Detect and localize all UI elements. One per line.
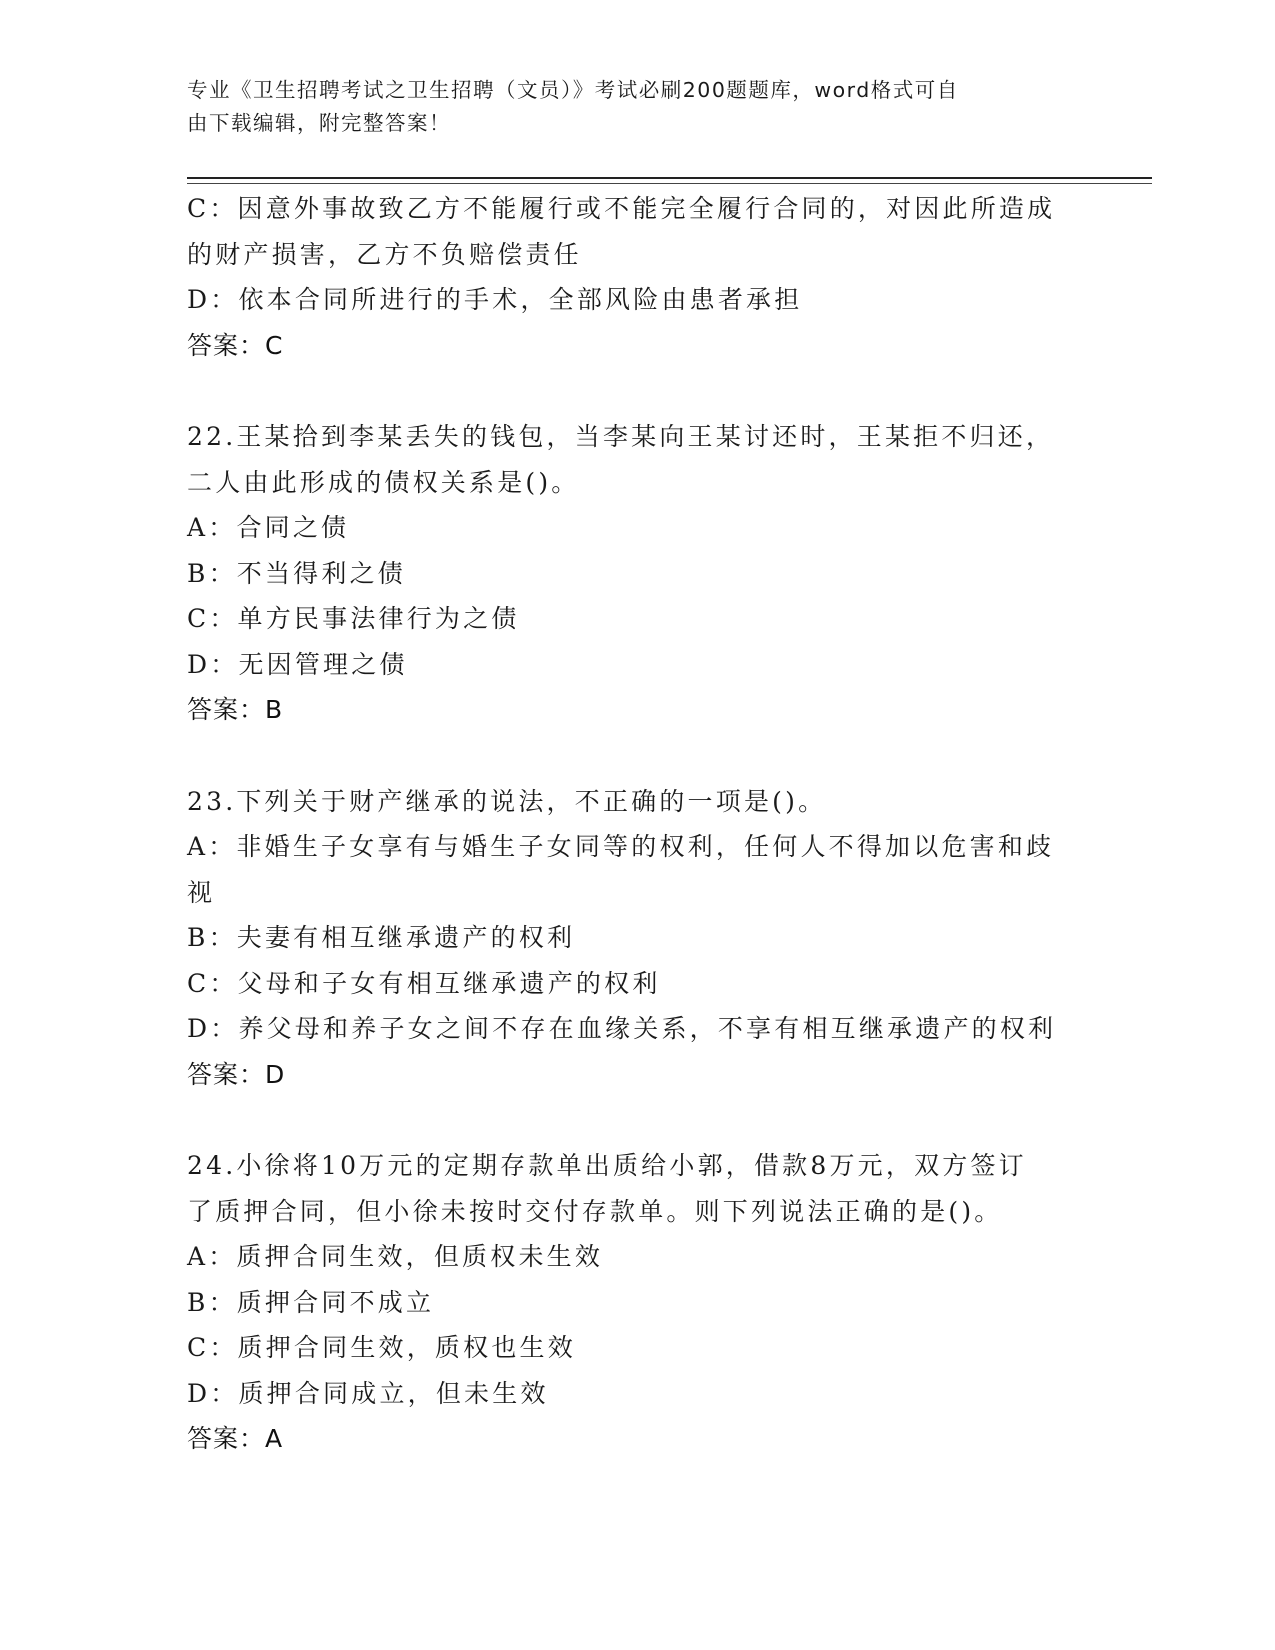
option-c: C：因意外事故致乙方不能履行或不能完全履行合同的，对因此所造成: [187, 194, 1056, 223]
option-d: D：依本合同所进行的手术，全部风险由患者承担: [187, 285, 803, 314]
header-line-2: 由下载编辑，附完整答案！: [187, 111, 451, 135]
question-stem-continued: 了质押合同，但小徐未按时交付存款单。则下列说法正确的是()。: [187, 1196, 1003, 1226]
option-d: D：无因管理之债: [187, 649, 408, 679]
option-b: B：不当得利之债: [187, 558, 406, 588]
header-divider-thin: [187, 183, 1152, 184]
option-c-continued: 的财产损害，乙方不负赔偿责任: [187, 239, 582, 269]
question-24-block: [187, 1143, 1087, 1462]
document-header: [187, 74, 1067, 140]
option-d: D：养父母和养子女之间不存在血缘关系，不享有相互继承遗产的权利: [187, 1014, 1057, 1043]
option-c: C：单方民事法律行为之债: [187, 604, 520, 633]
answer-line: 答案：A: [187, 1424, 284, 1453]
option-d: D：质押合同成立，但未生效: [187, 1378, 549, 1408]
answer-line: 答案：C: [187, 330, 284, 360]
question-content: [187, 186, 1087, 1462]
prev-question-block: [187, 186, 1087, 368]
question-22-block: [187, 414, 1087, 733]
header-divider-thick: [187, 177, 1152, 179]
option-b: B：质押合同不成立: [187, 1287, 435, 1317]
answer-line: 答案：B: [187, 695, 284, 724]
option-a-continued: 视: [187, 877, 216, 907]
answer-line: 答案：D: [187, 1059, 286, 1089]
option-a: A：质押合同生效，但质权未生效: [187, 1242, 604, 1271]
option-c: C：质押合同生效，质权也生效: [187, 1333, 576, 1362]
option-c: C：父母和子女有相互继承遗产的权利: [187, 968, 661, 998]
question-23-block: [187, 779, 1087, 1098]
option-a: A：合同之债: [187, 513, 350, 542]
option-b: B：夫妻有相互继承遗产的权利: [187, 923, 576, 952]
question-stem: 23.下列关于财产继承的说法，不正确的一项是()。: [187, 786, 827, 816]
option-a: A：非婚生子女享有与婚生子女同等的权利，任何人不得加以危害和歧: [187, 832, 1055, 861]
question-stem: 24.小徐将10万元的定期存款单出质给小郭，借款8万元，双方签订: [187, 1151, 1027, 1180]
question-stem-continued: 二人由此形成的债权关系是()。: [187, 467, 580, 497]
question-stem: 22.王某拾到李某丢失的钱包，当李某向王某讨还时，王某拒不归还，: [187, 422, 1055, 451]
header-line-1: 专业《卫生招聘考试之卫生招聘（文员）》考试必刷200题题库，word格式可自: [187, 78, 959, 102]
